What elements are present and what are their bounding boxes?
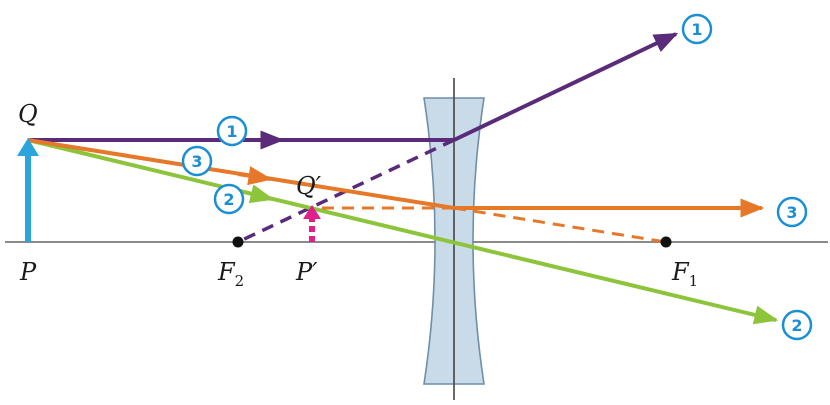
focal-point-f2 bbox=[233, 237, 244, 248]
label-q-prime: Q′ bbox=[296, 172, 322, 200]
svg-text:3: 3 bbox=[786, 203, 798, 222]
svg-text:2: 2 bbox=[223, 190, 235, 209]
label-f1-subscript: 1 bbox=[688, 272, 699, 290]
label-f2-letter: F bbox=[218, 258, 235, 286]
marker-ray2-bottom-right bbox=[783, 311, 811, 339]
label-p-prime: P′ bbox=[296, 258, 318, 286]
label-f1-letter: F bbox=[672, 258, 689, 286]
marker-ray3-on-ray bbox=[183, 147, 211, 175]
label-f1 bbox=[671, 258, 698, 290]
svg-text:3: 3 bbox=[191, 152, 203, 171]
label-p: P bbox=[20, 258, 37, 286]
label-q: Q bbox=[18, 100, 38, 128]
focal-point-f1 bbox=[661, 237, 672, 248]
label-f2-subscript: 2 bbox=[234, 272, 245, 290]
ray-3-virtual-extension-right bbox=[454, 208, 666, 242]
svg-text:2: 2 bbox=[791, 316, 803, 335]
marker-ray1-top-right bbox=[683, 15, 711, 43]
ray-2-arrow bbox=[240, 191, 272, 199]
label-f2 bbox=[217, 258, 244, 290]
marker-ray2-on-ray bbox=[215, 185, 243, 213]
marker-ray1-on-ray bbox=[218, 117, 246, 145]
ray-1-refracted bbox=[454, 34, 676, 140]
ray-3-arrow bbox=[238, 174, 270, 179]
svg-text:1: 1 bbox=[691, 20, 703, 39]
ray-2-through-center bbox=[28, 140, 776, 320]
marker-ray3-right bbox=[778, 198, 806, 226]
svg-text:1: 1 bbox=[226, 122, 238, 141]
